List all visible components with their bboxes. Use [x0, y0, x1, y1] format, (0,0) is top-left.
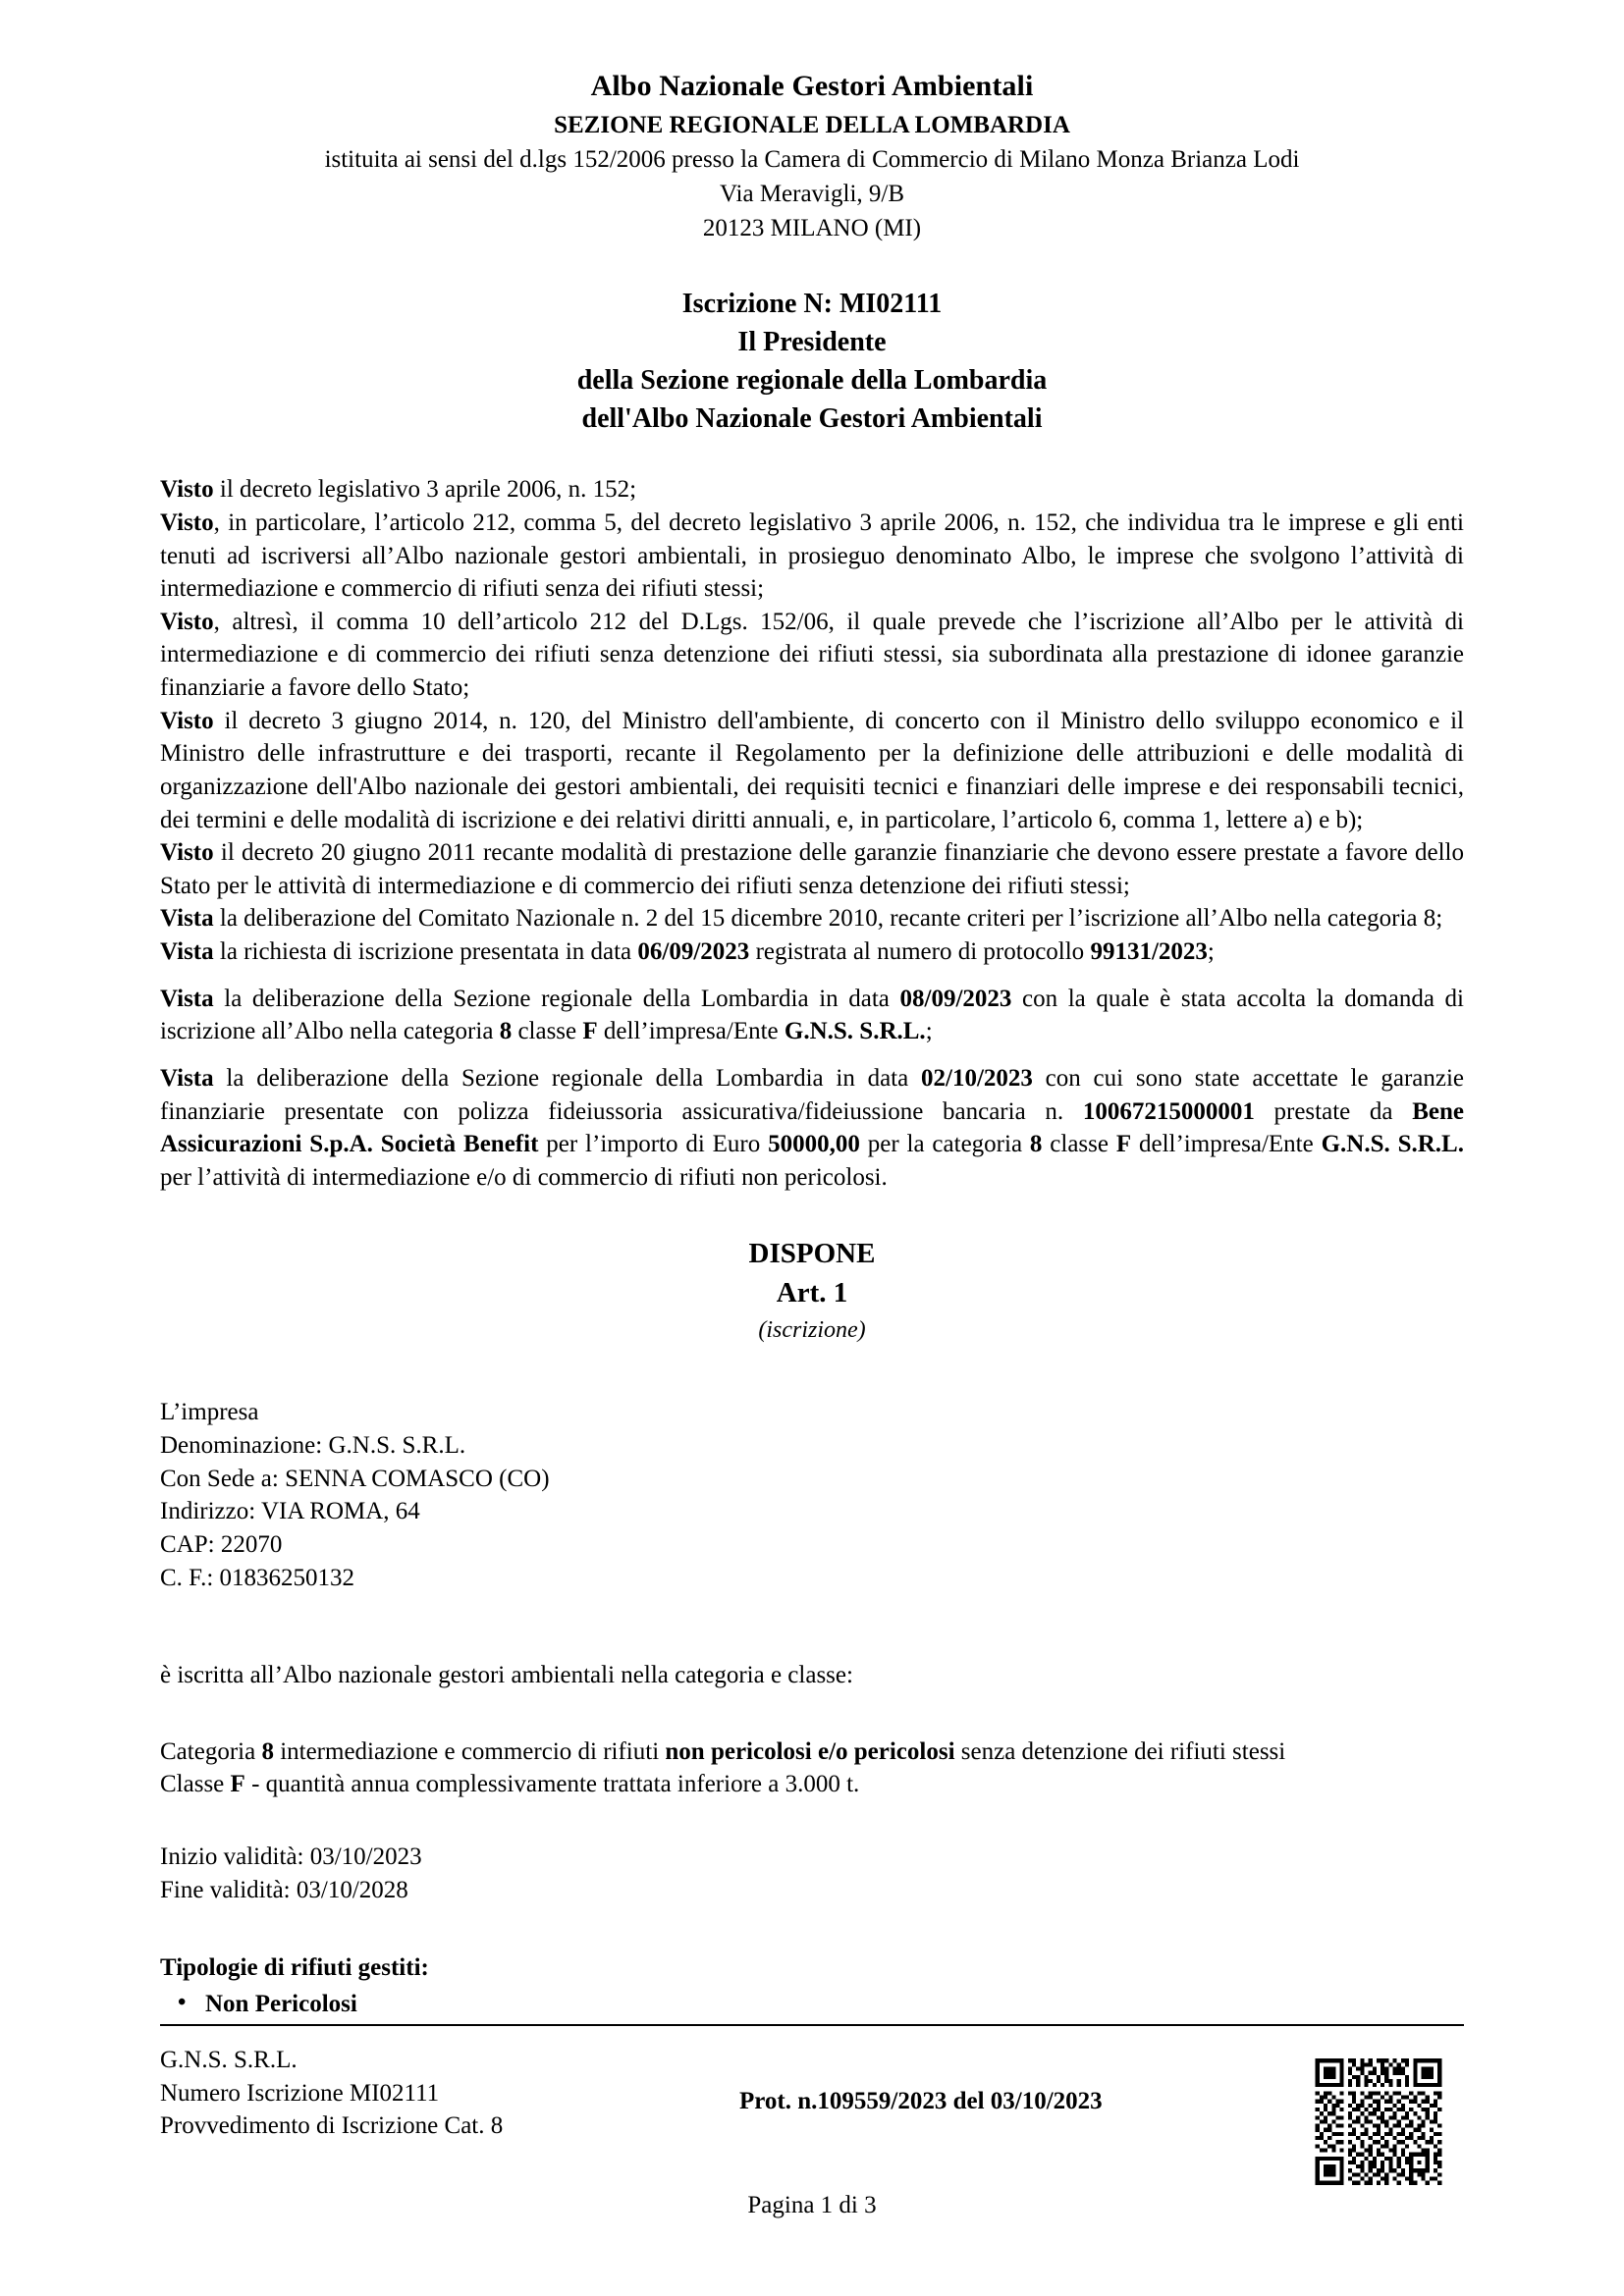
premise-paragraph-7 — [160, 935, 1464, 969]
waste-types-list — [160, 1987, 1464, 2021]
qr-code-icon — [1303, 2055, 1454, 2189]
organization-title: Albo Nazionale Gestori Ambientali — [590, 70, 1034, 102]
guarantee-class: F — [1115, 1131, 1132, 1158]
class-suffix: - quantità annua complessivamente trattata inferiore a 3.000 t. — [244, 1771, 860, 1798]
validity-block — [160, 1841, 1464, 1906]
company-headquarters: Con Sede a: SENNA COMASCO (CO) — [160, 1465, 550, 1492]
premise-paragraph-8 — [160, 983, 1464, 1048]
premise-label-3: Visto — [160, 608, 214, 635]
waste-hazard-type: non pericolosi e/o pericolosi — [665, 1737, 955, 1765]
premise-text-8d: dell’impresa/Ente — [597, 1018, 785, 1045]
premise-text-5: il decreto 20 giugno 2011 recante modalità di prestazione delle garanzie finanziarie che devono essere prestate a favore dello Stato per le attività di intermediazione e di commercio dei rifiuti senza detenzione dei rifiuti stessi; — [160, 839, 1464, 899]
request-date: 06/09/2023 — [637, 938, 750, 965]
premise-text-9h: per l’attività di intermediazione e/o di commercio di rifiuti non pericolosi. — [160, 1163, 888, 1191]
footer-registration-number: Numero Iscrizione MI02111 — [160, 2079, 440, 2107]
premise-label-4: Visto — [160, 707, 214, 734]
waste-types-block — [160, 1951, 1464, 2021]
footer-content — [160, 2044, 1464, 2181]
organization-section: SEZIONE REGIONALE DELLA LOMBARDIA — [554, 112, 1070, 138]
company-postal-code: CAP: 22070 — [160, 1530, 283, 1558]
president-line: Il Presidente — [737, 326, 887, 357]
registration-number: Iscrizione N: MI02111 — [681, 288, 943, 319]
premise-text-4: il decreto 3 giugno 2014, n. 120, del Ministro dell'ambiente, di concerto con il Ministro dello sviluppo economico e il Ministro delle infrastrutture e dei trasporti, recante il Regolamento per la definizione delle attribuzioni e delle modalità di organizzazione dell'Albo nazionale dei gestori ambientali, dei requisiti tecnici e finanziari delle imprese e dei responsabili tecnici, dei termini e delle modalità di iscrizione e dei relativi diritti annuali, e, in particolare, l’articolo 6, comma 1, lettere a) e b); — [160, 707, 1464, 833]
premise-label-7: Vista — [160, 938, 214, 965]
category-suffix: senza detenzione dei rifiuti stessi — [954, 1737, 1286, 1765]
footer-protocol: Prot. n.109559/2023 del 03/10/2023 — [739, 2088, 1103, 2114]
footer-company-name: G.N.S. S.R.L. — [160, 2047, 298, 2073]
premise-text-8a: la deliberazione della Sezione regionale della Lombardia in data — [213, 985, 900, 1012]
document-content — [160, 0, 1464, 2021]
category-value: 8 — [499, 1018, 513, 1045]
category-prefix: Categoria — [160, 1737, 262, 1765]
premise-label-5: Visto — [160, 839, 214, 867]
premise-text-1: il decreto legislativo 3 aprile 2006, n. 152; — [213, 476, 637, 504]
establishment-line: istituita ai sensi del d.lgs 152/2006 presso la Camera di Commercio di Milano Monza Brianza Lodi — [324, 145, 1300, 173]
policy-number: 10067215000001 — [1082, 1097, 1255, 1125]
premise-text-7c: ; — [1207, 938, 1215, 965]
premise-label-9: Vista — [160, 1064, 214, 1092]
category-middle: intermediazione e commercio di rifiuti — [273, 1737, 666, 1765]
premise-text-8b: con la quale è stata accolta la domanda di iscrizione all’Albo nella categoria — [160, 985, 1465, 1045]
page-number: Pagina 1 di 3 — [747, 2192, 877, 2218]
company-fiscal-code: C. F.: 01836250132 — [160, 1564, 355, 1591]
class-line — [160, 1768, 1464, 1801]
premise-text-9g: dell’impresa/Ente — [1131, 1131, 1322, 1158]
premise-text-3: , altresì, il comma 10 dell’articolo 212 del D.Lgs. 152/06, il quale prevede che l’iscrizione all’Albo per le attività di intermediazione e di commercio dei rifiuti senza detenzione dei rifiuti stessi, sia subordinata alla prestazione di idonee garanzie finanziarie a favore dello Stato; — [160, 608, 1464, 701]
address-line: Via Meravigli, 9/B — [719, 180, 905, 207]
validity-end: Fine validità: 03/10/2028 — [160, 1876, 408, 1903]
guarantee-company: G.N.S. S.R.L. — [1321, 1131, 1464, 1158]
guarantee-category: 8 — [1029, 1131, 1043, 1158]
premise-paragraph-5 — [160, 836, 1464, 902]
footer-divider — [160, 2024, 1464, 2026]
category-line — [160, 1735, 1464, 1769]
guarantee-deliberation-date: 02/10/2023 — [921, 1064, 1033, 1092]
dispone-heading: DISPONE — [748, 1238, 876, 1270]
premise-paragraph-3 — [160, 606, 1464, 705]
premise-text-9b: con cui sono state accettate le garanzie finanziarie presentate con polizza fideiussoria assicurativa/fideiussione bancaria n. — [160, 1064, 1465, 1125]
premise-label-2: Visto — [160, 508, 214, 536]
premise-text-2: , in particolare, l’articolo 212, comma 5, del decreto legislativo 3 aprile 2006, n. 152, che individua tra le imprese e gli enti tenuti ad iscriversi all’Albo nazionale gestori ambientali, in prosieguo denominato Albo, le imprese che svolgono l’attività di intermediazione e commercio di rifiuti senza dei rifiuti stessi; — [160, 508, 1464, 603]
premise-text-8e: ; — [925, 1018, 933, 1045]
article-subtitle: (iscrizione) — [758, 1317, 866, 1344]
qr-code-graphic — [1303, 2055, 1454, 2189]
albo-line: dell'Albo Nazionale Gestori Ambientali — [581, 403, 1043, 435]
list-item: • Non Pericolosi — [205, 1987, 1464, 2021]
premise-paragraph-9 — [160, 1062, 1464, 1195]
premise-text-7b: registrata al numero di protocollo — [749, 938, 1091, 965]
premise-label-1: Visto — [160, 476, 214, 504]
premise-text-9d: per l’importo di Euro — [538, 1131, 769, 1158]
class-value: F — [582, 1018, 598, 1045]
city-line: 20123 MILANO (MI) — [702, 214, 922, 241]
premise-text-7a: la richiesta di iscrizione presentata in data — [213, 938, 638, 965]
premise-text-8c: classe — [512, 1018, 583, 1045]
category-number: 8 — [261, 1737, 274, 1765]
class-prefix: Classe — [160, 1771, 231, 1798]
footer-provision: Provvedimento di Iscrizione Cat. 8 — [160, 2112, 504, 2140]
premise-label-6: Vista — [160, 905, 214, 933]
company-details-block — [160, 1396, 1464, 1594]
premise-paragraph-6 — [160, 902, 1464, 935]
dispone-block — [160, 1235, 1464, 1349]
waste-types-title: Tipologie di rifiuti gestiti: — [160, 1954, 429, 1982]
company-intro-label: L’impresa — [160, 1399, 259, 1426]
premise-text-9e: per la categoria — [859, 1131, 1030, 1158]
category-class-block — [160, 1735, 1464, 1801]
company-address: Indirizzo: VIA ROMA, 64 — [160, 1498, 420, 1525]
premise-paragraph-1 — [160, 473, 1464, 507]
protocol-number: 99131/2023 — [1090, 938, 1208, 965]
premise-paragraph-4 — [160, 705, 1464, 837]
document-header — [160, 0, 1464, 245]
premise-text-6: la deliberazione del Comitato Nazionale n. 2 del 15 dicembre 2010, recante criteri per l’iscrizione all’Albo nella categoria 8; — [213, 905, 1443, 933]
premise-text-9f: classe — [1042, 1131, 1116, 1158]
premise-text-9a: la deliberazione della Sezione regionale della Lombardia in data — [213, 1064, 921, 1092]
company-denomination: Denominazione: G.N.S. S.R.L. — [160, 1432, 466, 1460]
class-letter: F — [230, 1771, 245, 1798]
company-name-inline: G.N.S. S.R.L. — [784, 1018, 926, 1045]
premises-block — [160, 473, 1464, 1194]
regional-section-line: della Sezione regionale della Lombardia — [576, 364, 1048, 396]
insurer-name: Bene Assicurazioni S.p.A. Società Benefit — [160, 1097, 1464, 1158]
document-footer — [160, 2024, 1464, 2181]
registration-title-block — [160, 285, 1464, 439]
inscription-intro: è iscritta all’Albo nazionale gestori ambientali nella categoria e classe: — [160, 1662, 853, 1689]
premise-label-8: Vista — [160, 985, 214, 1012]
deliberation-date: 08/09/2023 — [899, 985, 1012, 1012]
guarantee-amount: 50000,00 — [768, 1131, 860, 1158]
article-heading: Art. 1 — [776, 1276, 848, 1308]
premise-paragraph-2 — [160, 507, 1464, 606]
validity-start: Inizio validità: 03/10/2023 — [160, 1843, 422, 1871]
premise-text-9c: prestate da — [1254, 1097, 1413, 1125]
